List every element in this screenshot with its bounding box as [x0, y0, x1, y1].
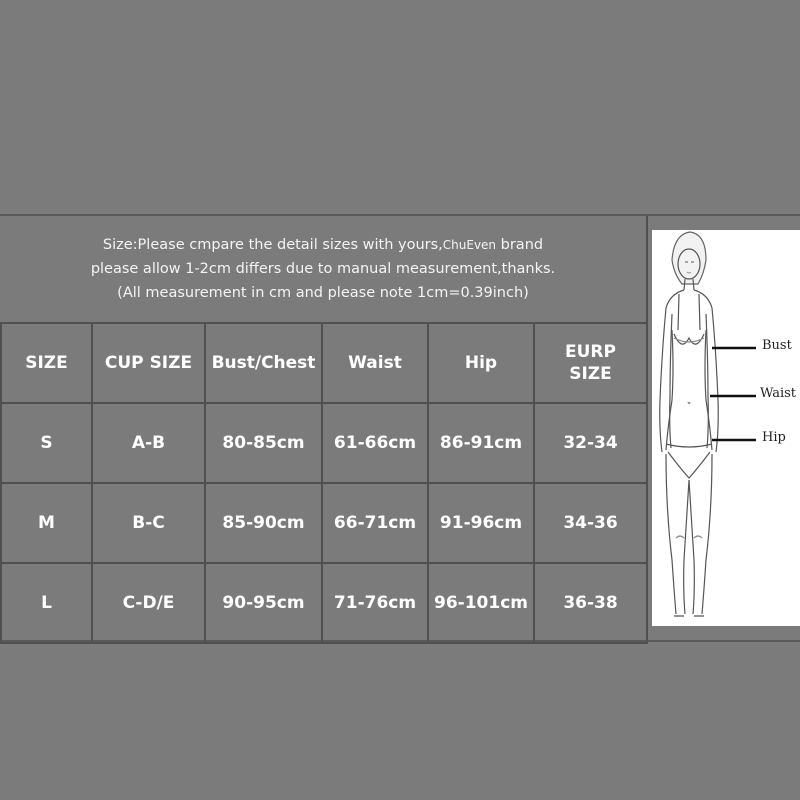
table-row: [1, 483, 647, 563]
cell-eurp: 36-38: [534, 563, 647, 643]
cell-eurp: 34-36: [534, 483, 647, 563]
figure-panel: [646, 216, 800, 640]
cell-eurp: 32-34: [534, 403, 647, 483]
notice-line-2: please allow 1-2cm differs due to manual measurement,thanks.: [90, 261, 556, 277]
cell-waist: 71-76cm: [322, 563, 428, 643]
bust-label: Bust: [762, 338, 792, 353]
notice-line-3: (All measurement in cm and please note 1cm=0.39inch): [117, 285, 529, 301]
header-waist: Waist: [322, 323, 428, 403]
notice-line-1-text: Size:Please cmpare the detail sizes with yours,: [102, 237, 443, 253]
header-bust-chest: Bust/Chest: [205, 323, 322, 403]
cell-cup-size: C-D/E: [92, 563, 205, 643]
size-chart: [0, 214, 800, 642]
cell-size: L: [1, 563, 92, 643]
cell-waist: 66-71cm: [322, 483, 428, 563]
cell-hip: 86-91cm: [428, 403, 534, 483]
cell-cup-size: A-B: [92, 403, 205, 483]
cell-cup-size: B-C: [92, 483, 205, 563]
header-cup-size: CUP SIZE: [92, 323, 205, 403]
header-eurp-size-word: SIZE: [569, 364, 612, 384]
header-eurp: EURP: [565, 342, 616, 362]
header-hip: Hip: [428, 323, 534, 403]
waist-label: Waist: [760, 386, 797, 401]
body-measurement-figure: [652, 230, 800, 626]
table-row: [1, 403, 647, 483]
cell-hip: 91-96cm: [428, 483, 534, 563]
size-notice: [0, 216, 646, 322]
cell-waist: 61-66cm: [322, 403, 428, 483]
brand-name: ChuEven: [442, 238, 497, 252]
cell-bust: 85-90cm: [205, 483, 322, 563]
cell-size: M: [1, 483, 92, 563]
table-header-row: [1, 323, 647, 403]
body-outline-icon: [652, 230, 800, 626]
notice-line-1-suffix: brand: [496, 237, 544, 253]
table-row: [1, 563, 647, 643]
cell-hip: 96-101cm: [428, 563, 534, 643]
notice-line-1: [103, 233, 543, 257]
size-table: [0, 322, 648, 644]
cell-bust: 90-95cm: [205, 563, 322, 643]
header-eurp-size: [534, 323, 647, 403]
cell-size: S: [1, 403, 92, 483]
hip-label: Hip: [762, 430, 786, 445]
cell-bust: 80-85cm: [205, 403, 322, 483]
header-size: SIZE: [1, 323, 92, 403]
